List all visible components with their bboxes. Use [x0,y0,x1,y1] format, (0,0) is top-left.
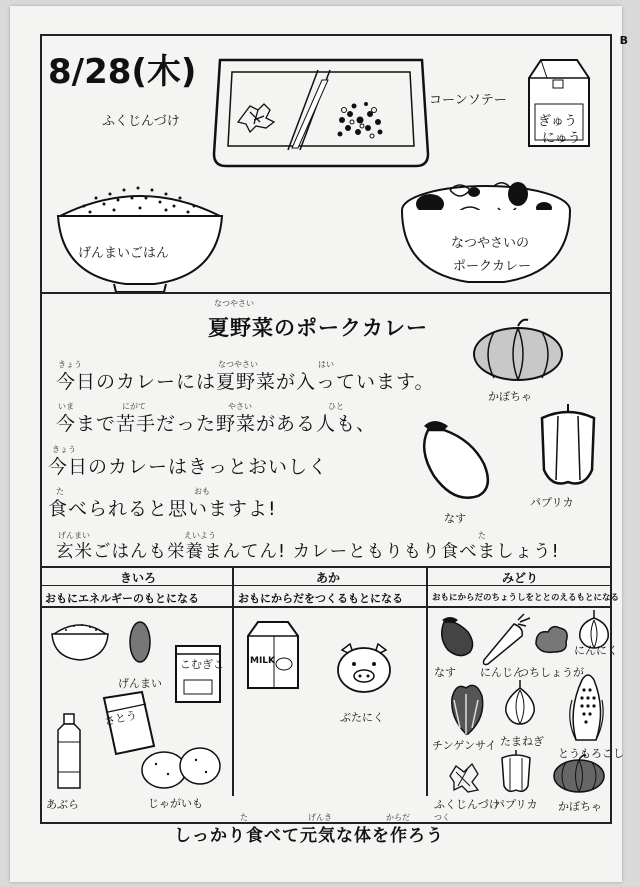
article-line-2: 今まで苦手だった野菜がある人も、 [56,413,377,435]
footer-slogan: しっかり食べて元気な体を作ろう [174,826,444,846]
column-divider-1 [232,566,234,796]
flour-bag-icon [172,640,224,706]
group-red-desc: おもにからだをつくるもとになる [238,592,403,605]
label-nasu: なす [434,666,456,679]
ruby: からだ [386,813,410,822]
ruby: げんまい [58,531,90,540]
menu-frame [40,34,628,824]
ginger-icon [532,622,572,656]
menu-milk-line1: ぎゅう [538,114,578,129]
pumpkin-icon [552,754,606,794]
title-ruby: なつやさい [214,299,254,308]
ruby: つく [434,813,450,822]
paprika-icon [498,748,534,794]
corner-mark: B [619,34,628,47]
group-yellow-name: きいろ [120,571,157,585]
label-kabocha-article: かぼちゃ [488,390,532,403]
article-line-1: 今日のカレーには夏野菜が入っています。 [56,371,435,393]
article-title: 夏野菜のポークカレー [208,316,428,340]
genmai-grain-icon [128,620,152,664]
divider-middle [42,566,610,568]
ruby: にがて [122,402,146,411]
ruby: いま [58,402,74,411]
menu-curry-line1: なつやさいの [451,236,530,251]
ruby: なつやさい [218,360,258,369]
eggplant-icon [436,614,476,660]
bok-choy-icon [444,678,490,736]
label-toumorokoshi: とうもろこし [558,747,624,760]
menu-sheet [10,6,628,882]
label-fukujinzuke: ふくじんづけ [434,798,500,811]
article-line-5: 玄米ごはんも栄養まんてん! カレーともりもり食べましょう! [56,542,560,562]
menu-date: 8/28(木) [48,52,197,92]
menu-milk-line2: にゅう [542,131,581,146]
pumpkin-illustration [472,318,564,382]
group-green-desc: おもにからだのちょうしをととのえるもとになる [432,593,620,603]
menu-fukujinzuke: ふくじんづけ [102,114,180,129]
potato-icon [138,744,224,792]
label-ninjin: にんじん [480,666,524,679]
label-abura: あぶら [46,798,79,811]
article-line-3: 今日のカレーはきっとおいしく [48,456,329,478]
ruby: きょう [52,445,76,454]
label-chingensai: チンゲンサイ [432,739,497,752]
label-tsuchishouga: つちしょうが [518,666,584,679]
label-nasu-article: なす [444,512,466,525]
label-satou: さとう [103,708,139,729]
column-divider-2 [426,566,428,796]
ruby: きょう [58,360,82,369]
corn-icon [562,670,610,742]
ruby: た [240,813,248,822]
article-line-4: 食べられると思いますよ! [48,498,277,520]
paprika-illustration [534,400,602,490]
ruby: えいよう [184,531,216,540]
ruby: た [56,487,64,496]
rice-bowl-illustration [54,176,226,296]
label-tamanegi: たまねぎ [500,735,544,748]
eggplant-illustration [414,416,494,504]
onion-icon [500,678,540,728]
milk-carton-icon [244,618,302,690]
table-header-line-2 [42,606,610,608]
label-milk: MILK [250,656,276,666]
label-jagaimo: じゃがいも [148,797,203,810]
tray-illustration [210,54,432,172]
group-yellow-desc: おもにエネルギーのもとになる [45,592,199,605]
oil-bottle-icon [54,712,84,790]
label-paprika-article: パプリカ [530,496,574,509]
pig-icon [334,642,394,698]
ruby: やさい [228,402,252,411]
label-butaniku: ぶたにく [340,711,384,724]
divider-top [42,292,610,294]
label-kabocha: かぼちゃ [558,800,602,813]
carrot-icon [478,612,534,668]
label-ninniku: にんにく [574,644,618,657]
fukujinzuke-icon [444,758,482,794]
menu-rice: げんまいごはん [78,246,170,261]
group-red-name: あか [316,571,341,585]
ruby: た [478,531,486,540]
group-green-name: みどり [502,571,539,585]
menu-corn-saute: コーンソテー [429,93,507,108]
menu-curry-line2: ポークカレー [453,259,532,274]
ruby: はい [318,360,334,369]
genmai-bowl-icon [50,618,110,664]
label-komugiko: こむぎこ [180,658,224,671]
label-paprika: パプリカ [494,798,538,811]
ruby: おも [194,487,210,496]
ruby: ひと [328,402,344,411]
label-genmai: げんまい [118,677,162,690]
ruby: げんき [308,813,332,822]
